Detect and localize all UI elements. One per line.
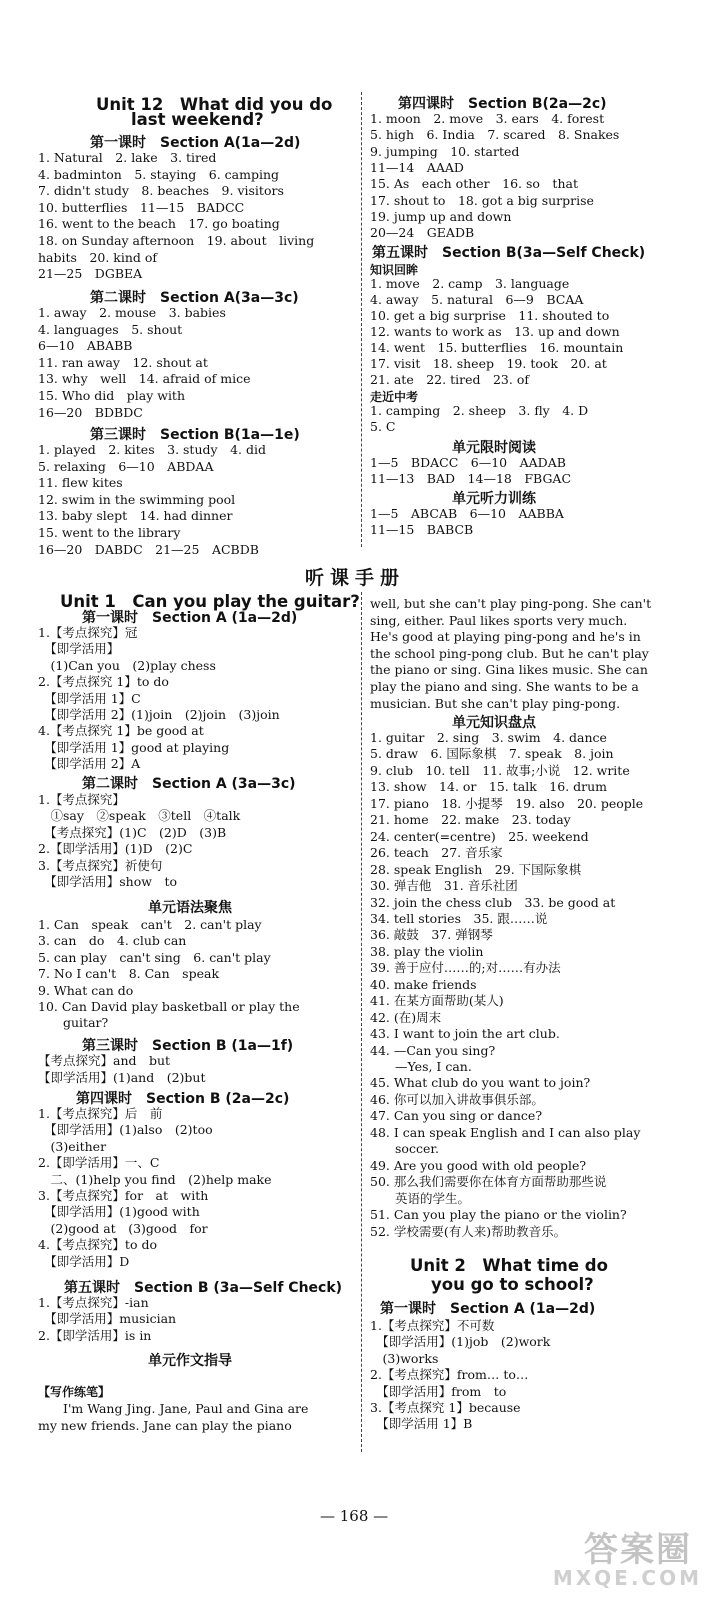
answer-line: 1. Natural 2. lake 3. tired	[38, 150, 217, 165]
answer-line: 5. C	[370, 419, 396, 434]
answer-line: 19. jump up and down	[370, 208, 512, 224]
page-number: — 168 —	[320, 1507, 389, 1525]
answer-line: 21—25 DGBEA	[38, 266, 143, 282]
unit-title: Unit 1 Can you play the guitar?	[60, 592, 360, 611]
answer-line: (3)either	[38, 1138, 107, 1154]
answer-line: 11. ran away 12. shout at	[38, 354, 208, 370]
answer-line: 【即学活用】from to	[370, 1383, 507, 1399]
answer-line: 49. Are you good with old people?	[370, 1157, 587, 1173]
answer-line: 9. jumping 10. started	[370, 143, 520, 159]
answer-line: I'm Wang Jing. Jane, Paul and Gina are	[38, 1401, 309, 1416]
subsection-label: 知识回眸	[370, 263, 419, 277]
subsection-label: 【写作练笔】	[38, 1385, 111, 1399]
column-divider-top	[361, 92, 362, 547]
answer-line: 7. didn't study 8. beaches 9. visitors	[38, 183, 284, 199]
answer-line: 1. played 2. kites 3. study 4. did	[38, 442, 266, 457]
answer-line: 4. languages 5. shout	[38, 321, 183, 337]
answer-line: 9. What can do	[38, 982, 134, 998]
unit-title: Unit 12 What did you do	[96, 95, 333, 114]
column-divider-bottom	[361, 592, 362, 1452]
answer-line: 【即学活用】musician	[38, 1311, 177, 1327]
answer-line: 2.【考点探究】from… to…	[370, 1367, 529, 1383]
answer-line: He's good at playing ping-pong and he's in	[370, 629, 641, 645]
answer-line: —Yes, I can.	[370, 1059, 472, 1074]
section-heading: 第三课时 Section B (1a—1f)	[82, 1038, 294, 1054]
answer-line: the school ping-pong club. But he can't play	[370, 645, 649, 661]
answer-line: (3)works	[370, 1350, 439, 1366]
unit-title-cont: last weekend?	[131, 110, 264, 129]
answer-line: 1.【考点探究】后 前	[38, 1106, 163, 1121]
answer-line: 21. home 22. make 23. today	[370, 812, 571, 828]
answer-line: 1—5 ABCAB 6—10 AABBA	[370, 506, 564, 521]
answer-line: 9. club 10. tell 11. 故事;小说 12. write	[370, 762, 630, 778]
answer-line: 30. 弹吉他 31. 音乐社团	[370, 878, 518, 894]
section-heading: 第二课时 Section A(3a—3c)	[90, 290, 299, 306]
answer-line: 44. —Can you sing?	[370, 1042, 496, 1058]
watermark-url: MXQE.COM	[552, 1566, 702, 1590]
answer-line: 【即学活用 2】(1)join (2)join (3)join	[38, 707, 280, 722]
watermark-logo	[522, 1522, 712, 1592]
answer-line: 45. What club do you want to join?	[370, 1075, 591, 1091]
answer-line: 17. visit 18. sheep 19. took 20. at	[370, 356, 607, 371]
section-heading: 第三课时 Section B(1a—1e)	[90, 427, 300, 443]
answer-line: 1.【考点探究】	[38, 792, 125, 807]
answer-line: 47. Can you sing or dance?	[370, 1108, 543, 1124]
answer-line: 1. camping 2. sheep 3. fly 4. D	[370, 403, 589, 418]
answer-line: 20—24 GEADB	[370, 225, 475, 241]
answer-line: 4.【考点探究 1】be good at	[38, 723, 204, 739]
answer-line: 【即学活用】(1)job (2)work	[370, 1334, 551, 1350]
answer-line: 【考点探究】(1)C (2)D (3)B	[38, 824, 227, 840]
answer-line: my new friends. Jane can play the piano	[38, 1418, 292, 1433]
answer-line: 12. wants to work as 13. up and down	[370, 324, 620, 339]
section-heading: 单元作文指导	[148, 1353, 232, 1369]
answer-line: 【即学活用】	[38, 641, 120, 657]
section-heading: 第四课时 Section B (2a—2c)	[76, 1091, 290, 1107]
answer-line: 1.【考点探究】-ian	[38, 1295, 149, 1310]
answer-line: 39. 善于应付……的;对……有办法	[370, 960, 561, 976]
answer-line: play the piano and sing. She wants to be a	[370, 679, 639, 694]
answer-line: 16. went to the beach 17. go boating	[38, 216, 280, 232]
answer-line: guitar?	[38, 1015, 109, 1031]
section-heading: 第五课时 Section B(3a—Self Check)	[372, 245, 646, 261]
answer-line: well, but she can't play ping-pong. She can't	[370, 596, 652, 611]
answer-line: 40. make friends	[370, 976, 477, 992]
answer-line: 14. went 15. butterflies 16. mountain	[370, 340, 624, 355]
answer-line: (2)good at (3)good for	[38, 1220, 208, 1236]
answer-line: 18. on Sunday afternoon 19. about living	[38, 233, 315, 248]
answer-line: 2.【即学活用】一、C	[38, 1155, 160, 1171]
section-heading: 第一课时 Section A(1a—2d)	[90, 135, 301, 151]
unit-title-cont: you go to school?	[431, 1275, 594, 1294]
answer-line: 【即学活用 2】A	[38, 756, 141, 772]
answer-line: 1.【考点探究】不可数	[370, 1318, 495, 1333]
section-heading: 第五课时 Section B (3a—Self Check)	[64, 1280, 343, 1296]
answer-line: 32. join the chess club 33. be good at	[370, 894, 616, 910]
subsection-label: 走近中考	[370, 390, 419, 404]
section-heading: 第一课时 Section A (1a—2d)	[82, 610, 298, 626]
answer-line: 16—20 DABDC 21—25 ACBDB	[38, 541, 259, 557]
section-heading: 单元听力训练	[452, 491, 536, 507]
answer-line: 12. swim in the swimming pool	[38, 491, 236, 507]
section-heading: 第二课时 Section A (3a—3c)	[82, 776, 296, 792]
answer-line: 51. Can you play the piano or the violin?	[370, 1207, 627, 1223]
answer-line: 17. shout to 18. got a big surprise	[370, 192, 594, 208]
answer-line: 15. As each other 16. so that	[370, 176, 578, 192]
answer-line: 2.【即学活用】(1)D (2)C	[38, 841, 193, 857]
answer-line: 【即学活用 1】good at playing	[38, 739, 230, 755]
answer-line: 1. Can speak can't 2. can't play	[38, 917, 262, 932]
answer-line: 11—14 AAAD	[370, 159, 464, 175]
section-heading: 单元知识盘点	[452, 715, 536, 731]
answer-line: 10. Can David play basketball or play the	[38, 999, 300, 1014]
answer-line: 1. guitar 2. sing 3. swim 4. dance	[370, 730, 607, 745]
answer-line: 10. butterflies 11—15 BADCC	[38, 199, 245, 215]
answer-line: 3. can do 4. club can	[38, 933, 187, 949]
answer-line: 1—5 BDACC 6—10 AADAB	[370, 455, 566, 470]
answer-line: 1.【考点探究】冠	[38, 625, 138, 640]
answer-line: 5. relaxing 6—10 ABDAA	[38, 458, 214, 474]
answer-line: 34. tell stories 35. 跟……说	[370, 910, 548, 926]
answer-line: 41. 在某方面帮助(某人)	[370, 993, 504, 1009]
section-heading: 第一课时 Section A (1a—2d)	[380, 1301, 596, 1317]
answer-line: 3.【考点探究】for at with	[38, 1188, 209, 1203]
answer-line: 28. speak English 29. 下国际象棋	[370, 861, 582, 877]
answer-line: 6—10 ABABB	[38, 338, 133, 354]
answer-line: 48. I can speak English and I can also play	[370, 1124, 641, 1140]
answer-line: 【即学活用】show to	[38, 874, 177, 889]
answer-line: 2.【即学活用】is in	[38, 1327, 152, 1343]
answer-line: 英语的学生。	[370, 1190, 471, 1206]
answer-line: 【考点探究】and but	[38, 1053, 171, 1068]
answer-line: musician. But she can't play ping-pong.	[370, 695, 621, 711]
answer-line: 17. piano 18. 小提琴 19. also 20. people	[370, 795, 644, 811]
manual-title: 听课手册	[305, 567, 406, 589]
answer-line: 42. (在)周末	[370, 1009, 442, 1025]
answer-line: 1. moon 2. move 3. ears 4. forest	[370, 111, 605, 126]
answer-line: 43. I want to join the art club.	[370, 1026, 560, 1042]
answer-line: 13. show 14. or 15. talk 16. drum	[370, 779, 608, 795]
answer-line: 4.【考点探究】to do	[38, 1237, 157, 1253]
answer-line: 16—20 BDBDC	[38, 404, 143, 420]
answer-line: 11—13 BAD 14—18 FBGAC	[370, 471, 572, 487]
answer-line: 38. play the violin	[370, 943, 484, 959]
answer-line: 3.【考点探究 1】because	[370, 1400, 521, 1415]
answer-line: the piano or sing. Gina likes music. She can	[370, 662, 648, 678]
answer-line: 15. went to the library	[38, 525, 181, 540]
unit-title: Unit 2 What time do	[410, 1256, 608, 1275]
answer-line: 46. 你可以加入讲故事俱乐部。	[370, 1091, 544, 1107]
answer-line: 【即学活用】D	[38, 1253, 130, 1269]
watermark-text: 答案圈	[584, 1530, 692, 1570]
section-heading: 单元语法聚焦	[148, 900, 232, 916]
answer-line: 13. why well 14. afraid of mice	[38, 371, 251, 387]
answer-line: 11. flew kites	[38, 475, 123, 491]
answer-line: 4. away 5. natural 6—9 BCAA	[370, 292, 584, 307]
answer-line: 7. No I can't 8. Can speak	[38, 966, 220, 982]
answer-line: 52. 学校需要(有人来)帮助教音乐。	[370, 1223, 567, 1239]
answer-line: 3.【考点探究】祈使句	[38, 857, 163, 873]
answer-line: 15. Who did play with	[38, 388, 186, 403]
answer-line: (1)Can you (2)play chess	[38, 657, 216, 673]
answer-line: 21. ate 22. tired 23. of	[370, 372, 529, 387]
answer-line: 11—15 BABCB	[370, 522, 474, 538]
answer-line: 【即学活用 1】B	[370, 1416, 473, 1432]
answer-line: 【即学活用】(1)good with	[38, 1204, 200, 1220]
answer-line: 36. 敲鼓 37. 弹钢琴	[370, 927, 493, 943]
answer-line: 1. away 2. mouse 3. babies	[38, 305, 226, 320]
answer-line: 【即学活用 1】C	[38, 690, 141, 706]
answer-line: 5. can play can't sing 6. can't play	[38, 949, 271, 965]
answer-line: 50. 那么我们需要你在体育方面帮助那些说	[370, 1174, 607, 1190]
answer-line: sing, either. Paul likes sports very much.	[370, 612, 628, 628]
answer-line: 4. badminton 5. staying 6. camping	[38, 166, 280, 182]
section-heading: 第四课时 Section B(2a—2c)	[398, 96, 607, 112]
answer-line: 5. high 6. India 7. scared 8. Snakes	[370, 127, 620, 143]
answer-line: 10. get a big surprise 11. shouted to	[370, 308, 610, 323]
section-heading: 单元限时阅读	[452, 440, 536, 456]
answer-line: soccer.	[370, 1141, 439, 1157]
answer-line: 13. baby slept 14. had dinner	[38, 508, 233, 524]
answer-line: 5. draw 6. 国际象棋 7. speak 8. join	[370, 746, 614, 762]
answer-line: ①say ②speak ③tell ④talk	[38, 808, 241, 824]
answer-line: 26. teach 27. 音乐家	[370, 845, 503, 861]
answer-line: habits 20. kind of	[38, 249, 158, 265]
answer-line: 【即学活用】(1)also (2)too	[38, 1122, 213, 1138]
answer-line: 二、(1)help you find (2)help make	[38, 1171, 272, 1187]
answer-line: 【即学活用】(1)and (2)but	[38, 1070, 206, 1085]
answer-line: 2.【考点探究 1】to do	[38, 674, 169, 690]
answer-line: 1. move 2. camp 3. language	[370, 276, 570, 291]
answer-line: 24. center(=centre) 25. weekend	[370, 828, 589, 844]
